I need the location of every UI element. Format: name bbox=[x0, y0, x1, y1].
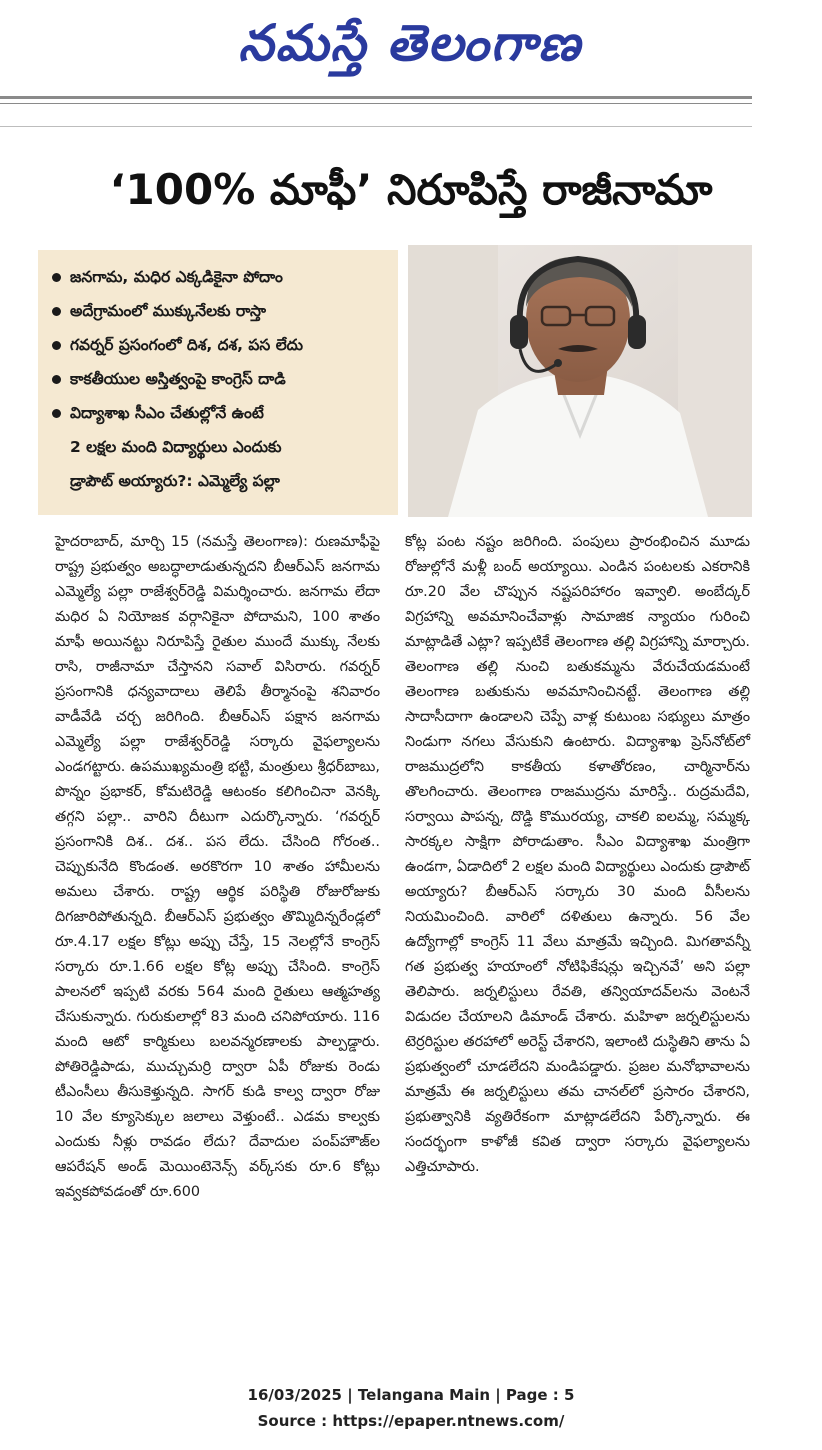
newspaper-logo: నమస్తే తెలంగాణ bbox=[238, 14, 582, 72]
bullet-icon bbox=[52, 273, 61, 282]
highlight-text: అదేగ్రామంలో ముక్కునేలకు రాస్తా bbox=[70, 302, 266, 320]
page-footer bbox=[0, 1382, 822, 1434]
highlight-item bbox=[50, 294, 388, 328]
highlights-box bbox=[38, 250, 398, 515]
person-with-headphones-icon bbox=[408, 245, 752, 517]
footer-source-link[interactable]: Source : https://epaper.ntnews.com/ bbox=[257, 1412, 565, 1430]
highlight-item bbox=[50, 260, 388, 294]
article-headline: ‘100% మాఫీ’ నిరూపిస్తే రాజీనామా bbox=[109, 165, 713, 214]
highlight-text: గవర్నర్ ప్రసంగంలో దిశ, దశ, పస లేదు bbox=[70, 336, 303, 354]
masthead bbox=[0, 0, 822, 120]
article-text: కోట్ల పంట నష్టం జరిగింది. పంపులు ప్రారంభించిన మూడు రోజుల్లోనే మళ్లీ బంద్ అయ్యాయి. ఎండిన పంటలకు ఎకరానికి రూ.20 వేల చొప్పున నష్టపరిహారం ఇవ్వాలి. అంబేద్కర్ విగ్రహాన్ని అవమానించేవాళ్లు సామాజిక న్యాయం గురించి మాట్లాడితే ఎట్లా? ఇప్పటికే తెలంగాణ తల్లి విగ్రహాన్ని మార్చారు. తెలంగాణ తల్లి నుంచి బతుకమ్మను వేరుచేయడమంటే తెలంగాణ బతుకును అవమానించినట్టే. తెలంగాణ తల్లి సాదాసీదాగా ఉండాలని చెప్పే వాళ్ల కుటుంబ సభ్యులు మాత్రం నిండుగా నగలు వేసుకుని ఉంటారు. విద్యాశాఖ ప్రెస్‌నోట్‌లో రాజముద్రలోని కాకతీయ కళాతోరణం, చార్మినార్‌ను తొలగించారు. తెలంగాణ రాజముద్రను మారిస్తే.. రుద్రమదేవి, సర్వాయి పాపన్న, దొడ్డి కొమురయ్య, చాకలి ఐలమ్మ, సమ్మక్క సారక్కల సాక్షిగా పోరాడుతాం. సీఎం విద్యాశాఖ మంత్రిగా ఉండగా, ఏడాదిలో 2 లక్షల మంది విద్యార్థులు ఎందుకు డ్రాపౌట్ అయ్యారు? బీఆర్ఎస్ సర్కారు 30 మంది వీసీలను నియమించింది. వారిలో దళితులు ఉన్నారు. 56 వేల ఉద్యోగాల్లో కాంగ్రెస్ 11 వేలు మాత్రమే ఇచ్చింది. మిగతావన్నీ గత ప్రభుత్వ హయాంలో నోటిఫికేషన్లు ఇచ్చినవే’ అని పల్లా తెలిపారు. జర్నలిస్టులు రేవతి, తన్వియాదవ్‌లను వెంటనే విడుదల చేయాలని డిమాండ్ చేశారు. మహిళా జర్నలిస్టులను టెర్రరిస్టుల తరహాలో అరెస్ట్ చేశారని, ఇలాంటి దుస్థితిని తాను ఏ ప్రభుత్వంలో చూడలేదని మండిపడ్డారు. ప్రజల మనోభావాలను మాత్రమే ఈ జర్నలిస్టులు తమ చానల్‌లో ప్రసారం చేశారని, ప్రభుత్వానికి వ్యతిరేకంగా మాట్లాడలేదని పేర్కొన్నారు. ఈ సందర్భంగా కాళోజీ కవిత ద్వారా సర్కారు వైఫల్యాలను ఎత్తిచూపారు. bbox=[405, 534, 750, 1175]
bullet-icon bbox=[52, 409, 61, 418]
highlight-text: కాకతీయుల అస్తిత్వంపై కాంగ్రెస్ దాడి bbox=[70, 370, 286, 388]
highlight-text: విద్యాశాఖ సీఎం చేతుల్లోనే ఉంటే bbox=[70, 404, 264, 422]
bullet-icon bbox=[52, 375, 61, 384]
mla-photo bbox=[408, 245, 752, 517]
article-column-left bbox=[55, 530, 380, 1205]
highlight-item bbox=[50, 328, 388, 362]
bullet-icon bbox=[52, 341, 61, 350]
bullet-icon bbox=[52, 307, 61, 316]
footer-edition-info: 16/03/2025 | Telangana Main | Page : 5 bbox=[247, 1386, 575, 1404]
highlight-text: జనగామ, మధిర ఎక్కడికైనా పోదాం bbox=[70, 268, 283, 286]
article-text: హైదరాబాద్, మార్చి 15 (నమస్తే తెలంగాణ): రుణమాఫీపై రాష్ట్ర ప్రభుత్వం అబద్ధాలాడుతున్నదని బీఆర్ఎస్ జనగామ ఎమ్మెల్యే పల్లా రాజేశ్వర్‌రెడ్డి విమర్శించారు. జనగామ లేదా మధిర ఏ నియోజక వర్గానికైనా పోదామని, 100 శాతం మాఫీ అయినట్టు నిరూపిస్తే రైతుల ముందే ముక్కు నేలకు రాసి, రాజీనామా చేస్తానని సవాల్ విసిరారు. గవర్నర్ ప్రసంగానికి ధన్యవాదాలు తెలిపే తీర్మానంపై శనివారం వాడీవేడి చర్చ జరిగింది. బీఆర్ఎస్ పక్షాన జనగామ ఎమ్మెల్యే పల్లా రాజేశ్వర్‌రెడ్డి సర్కారు వైఫల్యాలను ఎండగట్టారు. ఉపముఖ్యమంత్రి భట్టి, మంత్రులు శ్రీధర్‌బాబు, పొన్నం ప్రభాకర్, కోమటిరెడ్డి ఆటంకం కలిగించినా వెనక్కి తగ్గని పల్లా.. వారిని దీటుగా ఎదుర్కొన్నారు. ‘గవర్నర్ ప్రసంగానికి దిశ.. దశ.. పస లేదు. చేసింది గోరంత.. చెప్పుకునేది కొండంత. అరకొరగా 10 శాతం హామీలను అమలు చేశారు. రాష్ట్ర ఆర్థిక పరిస్థితి రోజురోజుకు దిగజారిపోతున్నది. బీఆర్ఎస్ ప్రభుత్వం తొమ్మిదిన్నరేండ్లలో రూ.4.17 లక్షల కోట్లు అప్పు చేస్తే, 15 నెలల్లోనే కాంగ్రెస్ సర్కారు రూ.1.66 లక్షల కోట్ల అప్పు చేసింది. కాంగ్రెస్ పాలనలో ఇప్పటి వరకు 564 మంది రైతులు ఆత్మహత్య చేసుకున్నారు. గురుకులాల్లో 83 మంది చనిపోయారు. 116 మంది ఆటో కార్మికులు బలవన్మరణాలకు పాల్పడ్డారు. పోతిరెడ్డిపాడు, ముచ్చుమర్రి ద్వారా ఏపీ రోజుకు రెండు టీఎంసీలు తీసుకెళ్తున్నది. సాగర్ కుడి కాల్వ ద్వారా రోజు 10 వేల క్యూసెక్కుల జలాలు వెళ్తుంటే.. ఎడమ కాల్వకు ఎందుకు నీళ్లు రావడం లేదు? దేవాదుల పంప్‌హౌజ్‌ల ఆపరేషన్ అండ్ మెయింటెనెన్స్ వర్క్‌సకు రూ.6 కోట్లు ఇవ్వకపోవడంతో రూ.600 bbox=[55, 534, 380, 1200]
highlight-item bbox=[50, 362, 388, 396]
highlight-item bbox=[50, 396, 388, 430]
highlight-continuation: 2 లక్షల మంది విద్యార్థులు ఎందుకు bbox=[70, 438, 282, 456]
article-column-right bbox=[405, 530, 750, 1180]
masthead-rule-thick bbox=[0, 96, 752, 99]
masthead-rule-light bbox=[0, 126, 752, 127]
highlight-continuation: డ్రాపౌట్ అయ్యారు?: ఎమ్మెల్యే పల్లా bbox=[70, 472, 280, 490]
masthead-rule-thin bbox=[0, 103, 752, 104]
